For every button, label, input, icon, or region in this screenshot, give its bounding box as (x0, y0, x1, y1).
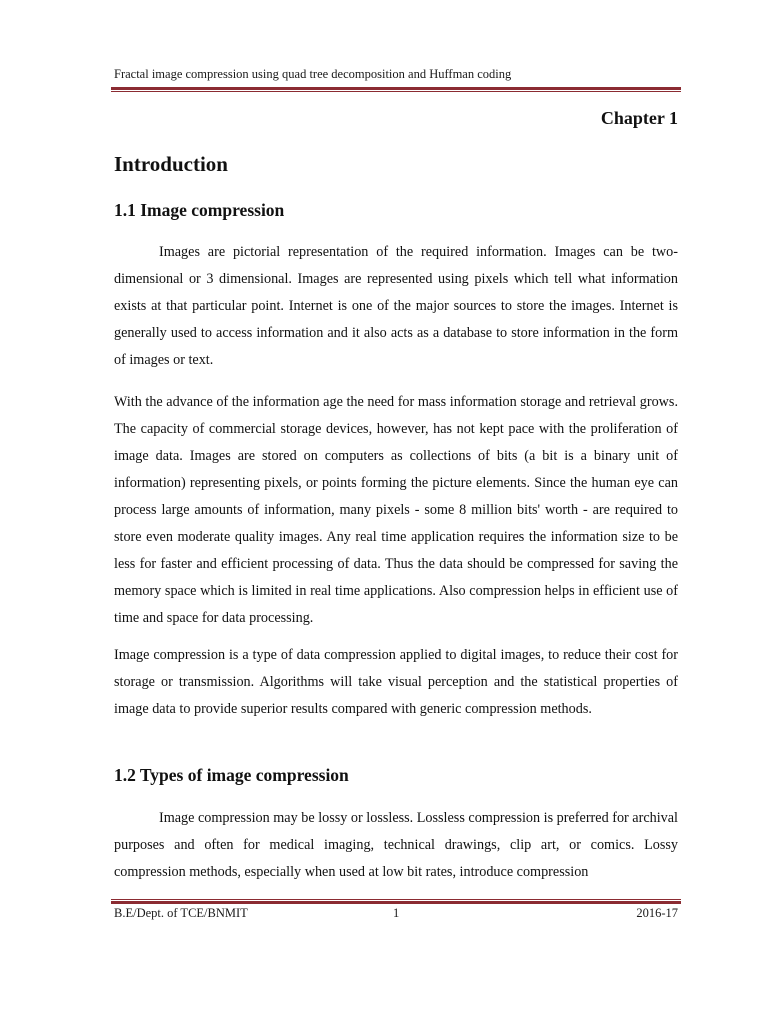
paragraph: Image compression may be lossy or lossless. Lossless compression is preferred for archival purposes and often for medical imaging, technical drawings, clip art, or comics. Lossy compression methods, especially when used at low bit rates, introduce compression (114, 810, 678, 880)
chapter-label: Chapter 1 (600, 108, 678, 128)
page-title: Introduction (114, 152, 228, 176)
footer-year: 2016-17 (636, 906, 678, 920)
paragraph: Image compression is a type of data compression applied to digital images, to reduce their cost for storage or transmission. Algorithms will take visual perception and the statistical properties of image data to provide superior results compared with generic compression methods. (114, 647, 678, 717)
paragraph: With the advance of the information age the need for mass information storage and retrieval grows. The capacity of commercial storage devices, however, has not kept pace with the proliferation of image data. Images are stored on computers as collections of bits (a bit is a binary unit of information) representing pixels, or points forming the picture elements. Since the human eye can process large amounts of information, many pixels - some 8 million bits' worth - are required to store even moderate quality images. Any real time application requires the information size to be less for faster and efficient processing of data. Thus the data should be compressed for saving the memory space which is limited in real time applications. Also compression helps in efficient use of time and space for data processing. (114, 394, 678, 626)
running-header: Fractal image compression using quad tree decomposition and Huffman coding (114, 67, 512, 81)
section-heading-image-compression: 1.1 Image compression (114, 200, 285, 220)
paragraph: Images are pictorial representation of the required information. Images can be two-dimensional or 3 dimensional. Images are represented using pixels which tell what information exists at that particular point. Internet is one of the major sources to store the images. Internet is generally used to access information and it also acts as a database to store information in the form of images or text. (114, 244, 678, 368)
footer-rule (111, 899, 681, 904)
header-rule (111, 87, 681, 92)
section-heading-types-of-compression: 1.2 Types of image compression (114, 765, 349, 785)
footer-department: B.E/Dept. of TCE/BNMIT (114, 906, 248, 920)
page-number: 1 (393, 906, 400, 920)
